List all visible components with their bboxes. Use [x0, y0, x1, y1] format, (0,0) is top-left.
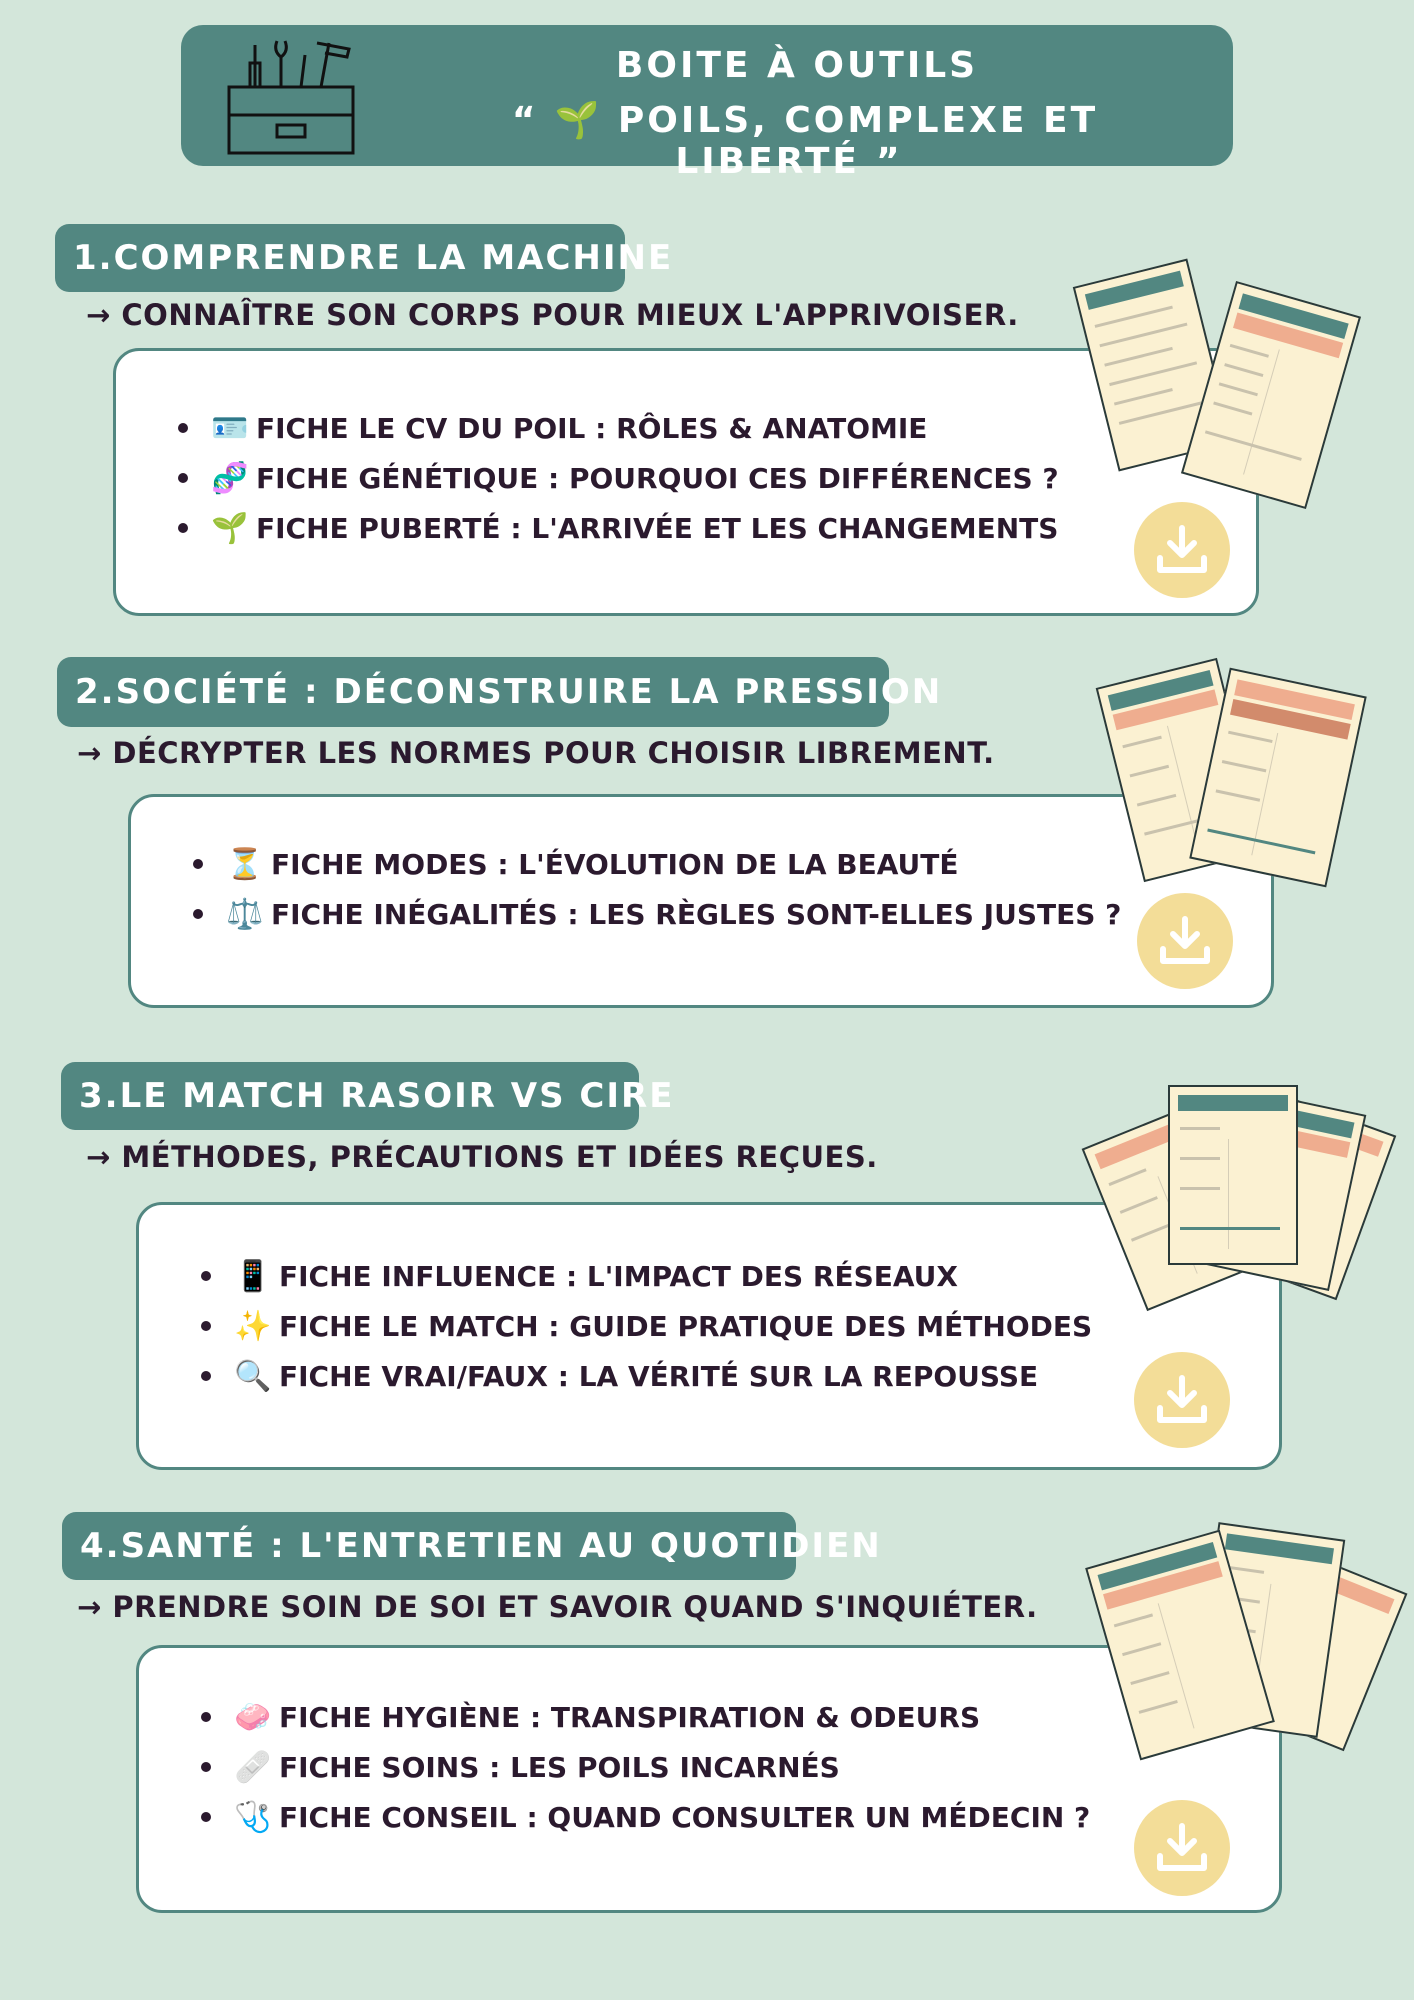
preview-thumbnail	[1168, 1085, 1298, 1265]
toolbox-icon	[225, 35, 357, 157]
header-title-line1: BOITE À OUTILS	[615, 45, 979, 86]
list-item[interactable]	[201, 1301, 1092, 1351]
section-4-list	[201, 1692, 1090, 1842]
list-item-label: FICHE MODES : L'ÉVOLUTION DE LA BEAUTÉ	[271, 847, 959, 881]
header-banner	[181, 25, 1233, 182]
download-icon	[1154, 1374, 1210, 1426]
section-3-title: 3.LE MATCH RASOIR VS CIRE	[61, 1062, 639, 1130]
list-item-label: FICHE INFLUENCE : L'IMPACT DES RÉSEAUX	[279, 1259, 958, 1293]
list-item-label: FICHE INÉGALITÉS : LES RÈGLES SONT-ELLES JUSTES ?	[271, 897, 1122, 931]
id-card-icon: 🪪	[211, 410, 249, 446]
hourglass-icon: ⏳	[226, 846, 264, 882]
list-item-label: FICHE SOINS : LES POILS INCARNÉS	[279, 1750, 840, 1784]
list-item-label: FICHE HYGIÈNE : TRANSPIRATION & ODEURS	[279, 1700, 981, 1734]
soap-icon: 🧼	[234, 1699, 272, 1735]
list-item-label: FICHE PUBERTÉ : L'ARRIVÉE ET LES CHANGEMENTS	[256, 511, 1059, 545]
phone-icon: 📱	[234, 1258, 272, 1294]
list-item-label: FICHE LE CV DU POIL : RÔLES & ANATOMIE	[256, 411, 928, 445]
download-button[interactable]	[1134, 502, 1230, 598]
list-item[interactable]	[178, 503, 1059, 553]
list-item[interactable]	[193, 889, 1121, 939]
dna-icon: 🧬	[211, 460, 249, 496]
download-button[interactable]	[1134, 1800, 1230, 1896]
section-2-card	[128, 794, 1274, 1008]
header-title-main: POILS, COMPLEXE ET LIBERTÉ	[617, 100, 1099, 182]
list-item[interactable]	[201, 1792, 1090, 1842]
section-4-card	[136, 1645, 1282, 1913]
header-title-line2	[381, 99, 1213, 182]
section-2-subtitle: → DÉCRYPTER LES NORMES POUR CHOISIR LIBREMENT.	[77, 736, 995, 770]
bandage-icon: 🩹	[234, 1749, 272, 1785]
section-1-title: 1.COMPRENDRE LA MACHINE	[55, 224, 625, 292]
section-4-title: 4.SANTÉ : L'ENTRETIEN AU QUOTIDIEN	[62, 1512, 796, 1580]
section-1-list	[178, 403, 1059, 553]
list-item[interactable]	[201, 1692, 1090, 1742]
section-2-list	[193, 839, 1121, 939]
section-1-subtitle: → CONNAÎTRE SON CORPS POUR MIEUX L'APPRIVOISER.	[86, 298, 1019, 332]
list-item[interactable]	[193, 839, 1121, 889]
stethoscope-icon: 🩺	[234, 1799, 272, 1835]
list-item-label: FICHE CONSEIL : QUAND CONSULTER UN MÉDECIN ?	[279, 1800, 1091, 1834]
download-button[interactable]	[1137, 893, 1233, 989]
list-item[interactable]	[201, 1251, 1092, 1301]
sprout-icon: 🌱	[554, 100, 603, 141]
open-quote: “	[511, 100, 539, 141]
download-icon	[1154, 1822, 1210, 1874]
list-item-label: FICHE LE MATCH : GUIDE PRATIQUE DES MÉTHODES	[279, 1309, 1093, 1343]
list-item-label: FICHE GÉNÉTIQUE : POURQUOI CES DIFFÉRENCES ?	[256, 461, 1059, 495]
section-3-subtitle: → MÉTHODES, PRÉCAUTIONS ET IDÉES REÇUES.	[86, 1140, 878, 1174]
section-1-card	[113, 348, 1259, 616]
download-button[interactable]	[1134, 1352, 1230, 1448]
list-item[interactable]	[201, 1742, 1090, 1792]
section-3-list	[201, 1251, 1092, 1401]
preview-thumbnail	[1181, 281, 1361, 509]
scales-icon: ⚖️	[226, 896, 264, 932]
section-2-title: 2.SOCIÉTÉ : DÉCONSTRUIRE LA PRESSION	[57, 657, 889, 727]
download-icon	[1154, 524, 1210, 576]
magnifier-icon: 🔍	[234, 1358, 272, 1394]
list-item[interactable]	[178, 453, 1059, 503]
sprout-icon: 🌱	[211, 510, 249, 546]
section-4-subtitle: → PRENDRE SOIN DE SOI ET SAVOIR QUAND S'INQUIÉTER.	[77, 1590, 1038, 1624]
list-item-label: FICHE VRAI/FAUX : LA VÉRITÉ SUR LA REPOUSSE	[279, 1359, 1039, 1393]
sparkles-icon: ✨	[234, 1308, 272, 1344]
close-quote: ”	[875, 141, 903, 182]
download-icon	[1157, 915, 1213, 967]
list-item[interactable]	[178, 403, 1059, 453]
list-item[interactable]	[201, 1351, 1092, 1401]
section-3-card	[136, 1202, 1282, 1470]
